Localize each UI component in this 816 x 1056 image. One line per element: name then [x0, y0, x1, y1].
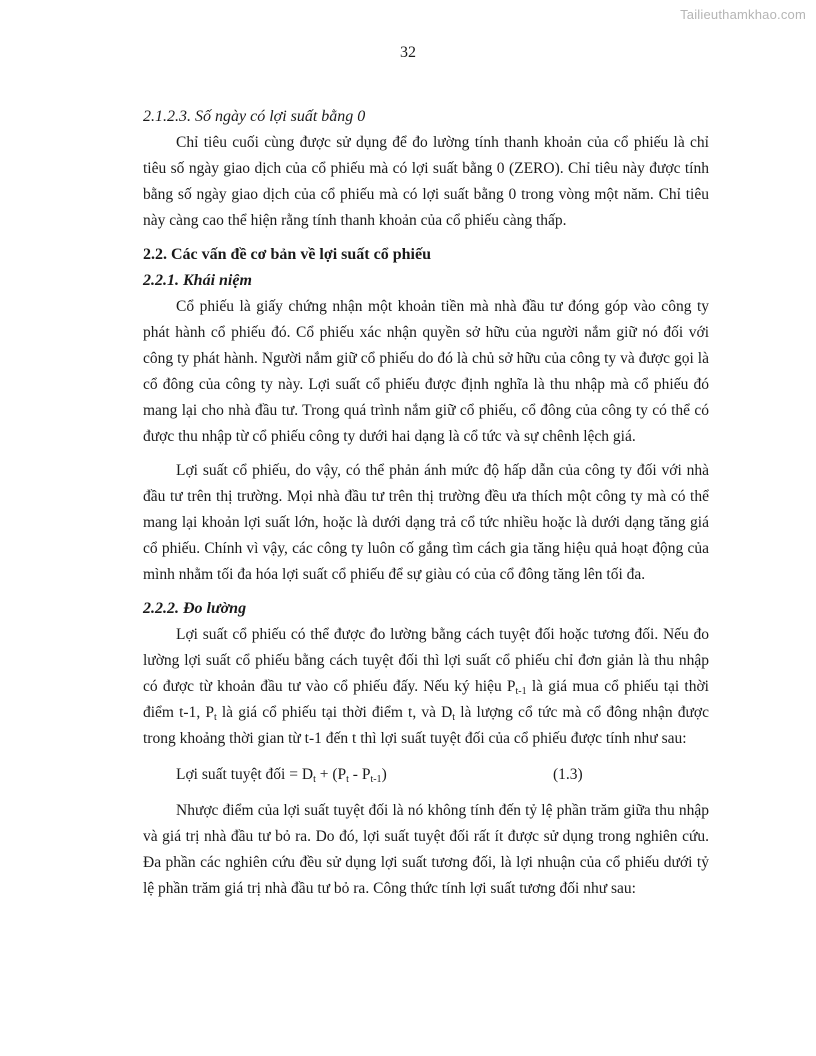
section-222-heading: 2.2.2. Đo lường — [143, 600, 247, 617]
document-body — [143, 104, 709, 902]
subscript: t — [346, 774, 349, 785]
formula-expression — [176, 762, 387, 788]
subscript: t-1 — [515, 686, 527, 697]
para-text: là lượng cổ tức mà cổ đông nhận được trong khoảng thời gian từ t-1 đến t thì lợi suất tuyệt đối của cổ phiếu được tính như sau: — [143, 704, 709, 747]
section-222-paragraph-1 — [143, 622, 709, 752]
section-221-paragraph-1: Cổ phiếu là giấy chứng nhận một khoản tiền mà nhà đầu tư đóng góp vào công ty phát hành cổ phiếu đó. Cổ phiếu xác nhận quyền sở hữu của người nắm giữ nó đối với công ty phát hành. Người nắm giữ cổ phiếu do đó là chủ sở hữu của công ty và được gọi là cổ đông của công ty này. Lợi suất cổ phiếu được định nghĩa là thu nhập mà cổ phiếu đó mang lại cho nhà đầu tư. Trong quá trình nắm giữ cổ phiếu, cổ đông của công ty có thể có được thu nhập từ cổ phiếu công ty dưới hai dạng là cổ tức và sự chênh lệch giá. — [143, 298, 709, 445]
para-text: là giá cổ phiếu tại thời điểm t, và D — [216, 704, 453, 721]
section-22-heading: 2.2. Các vấn đề cơ bản về lợi suất cổ phiếu — [143, 246, 431, 263]
formula-1-3 — [143, 762, 709, 788]
subscript: t — [213, 712, 217, 723]
page-number: 32 — [400, 44, 416, 61]
section-221-heading: 2.2.1. Khái niệm — [143, 272, 252, 289]
watermark: Tailieuthamkhao.com — [680, 7, 806, 22]
formula-text: ) — [381, 766, 387, 783]
section-222-paragraph-2: Nhược điểm của lợi suất tuyệt đối là nó không tính đến tỷ lệ phần trăm giữa thu nhập và giá trị nhà đầu tư bỏ ra. Do đó, lợi suất tuyệt đối rất ít được sử dụng trong nghiên cứu. Đa phần các nghiên cứu đều sử dụng lợi suất tương đối, là lợi nhuận của cổ phiếu dưới tỷ lệ phần trăm giá trị nhà đầu tư bỏ ra. Công thức tính lợi suất tương đối như sau: — [143, 802, 709, 897]
subscript: t-1 — [370, 774, 382, 785]
section-221-paragraph-2: Lợi suất cổ phiếu, do vậy, có thể phản ánh mức độ hấp dẫn của công ty đối với nhà đầu tư trên thị trường. Mọi nhà đầu tư trên thị trường đều ưa thích một công ty mà có thể mang lại khoản lợi suất lớn, hoặc là dưới dạng trả cổ tức nhiều hoặc là dưới dạng tăng giá cổ phiếu. Chính vì vậy, các công ty luôn cố gắng tìm cách gia tăng hiệu quả hoạt động của mình nhằm tối đa hóa lợi suất cổ phiếu để sự giàu có của cổ đông tăng lên tối đa. — [143, 462, 709, 583]
formula-text: Lợi suất tuyệt đối = D — [176, 766, 314, 783]
formula-text: - P — [348, 766, 371, 783]
subscript: t — [313, 774, 316, 785]
equation-number: (1.3) — [553, 766, 583, 783]
formula-text: + (P — [315, 766, 347, 783]
para-text: Lợi suất cổ phiếu có thể được đo lường bằng cách tuyệt đối hoặc tương đối. Nếu đo lường lợi suất cổ phiếu bằng cách tuyệt đối thì lợi suất cổ phiếu chỉ đơn giản là thu nhập có được từ khoản đầu tư vào cổ phiếu đấy. Nếu ký hiệu P — [143, 626, 709, 695]
subscript: t — [452, 712, 456, 723]
para-text: là giá mua cổ phiếu tại thời điểm t-1, P — [143, 678, 709, 721]
section-2123-heading: 2.1.2.3. Số ngày có lợi suất bằng 0 — [143, 108, 366, 125]
section-2123-paragraph: Chỉ tiêu cuối cùng được sử dụng để đo lường tính thanh khoản của cổ phiếu là chỉ tiêu số ngày giao dịch của cổ phiếu mà có lợi suất bằng 0 (ZERO). Chỉ tiêu này được tính bằng số ngày giao dịch của cổ phiếu mà có lợi suất bằng 0 trong vòng một năm. Chỉ tiêu này càng cao thể hiện rằng tính thanh khoản của cổ phiếu càng thấp. — [143, 134, 709, 229]
